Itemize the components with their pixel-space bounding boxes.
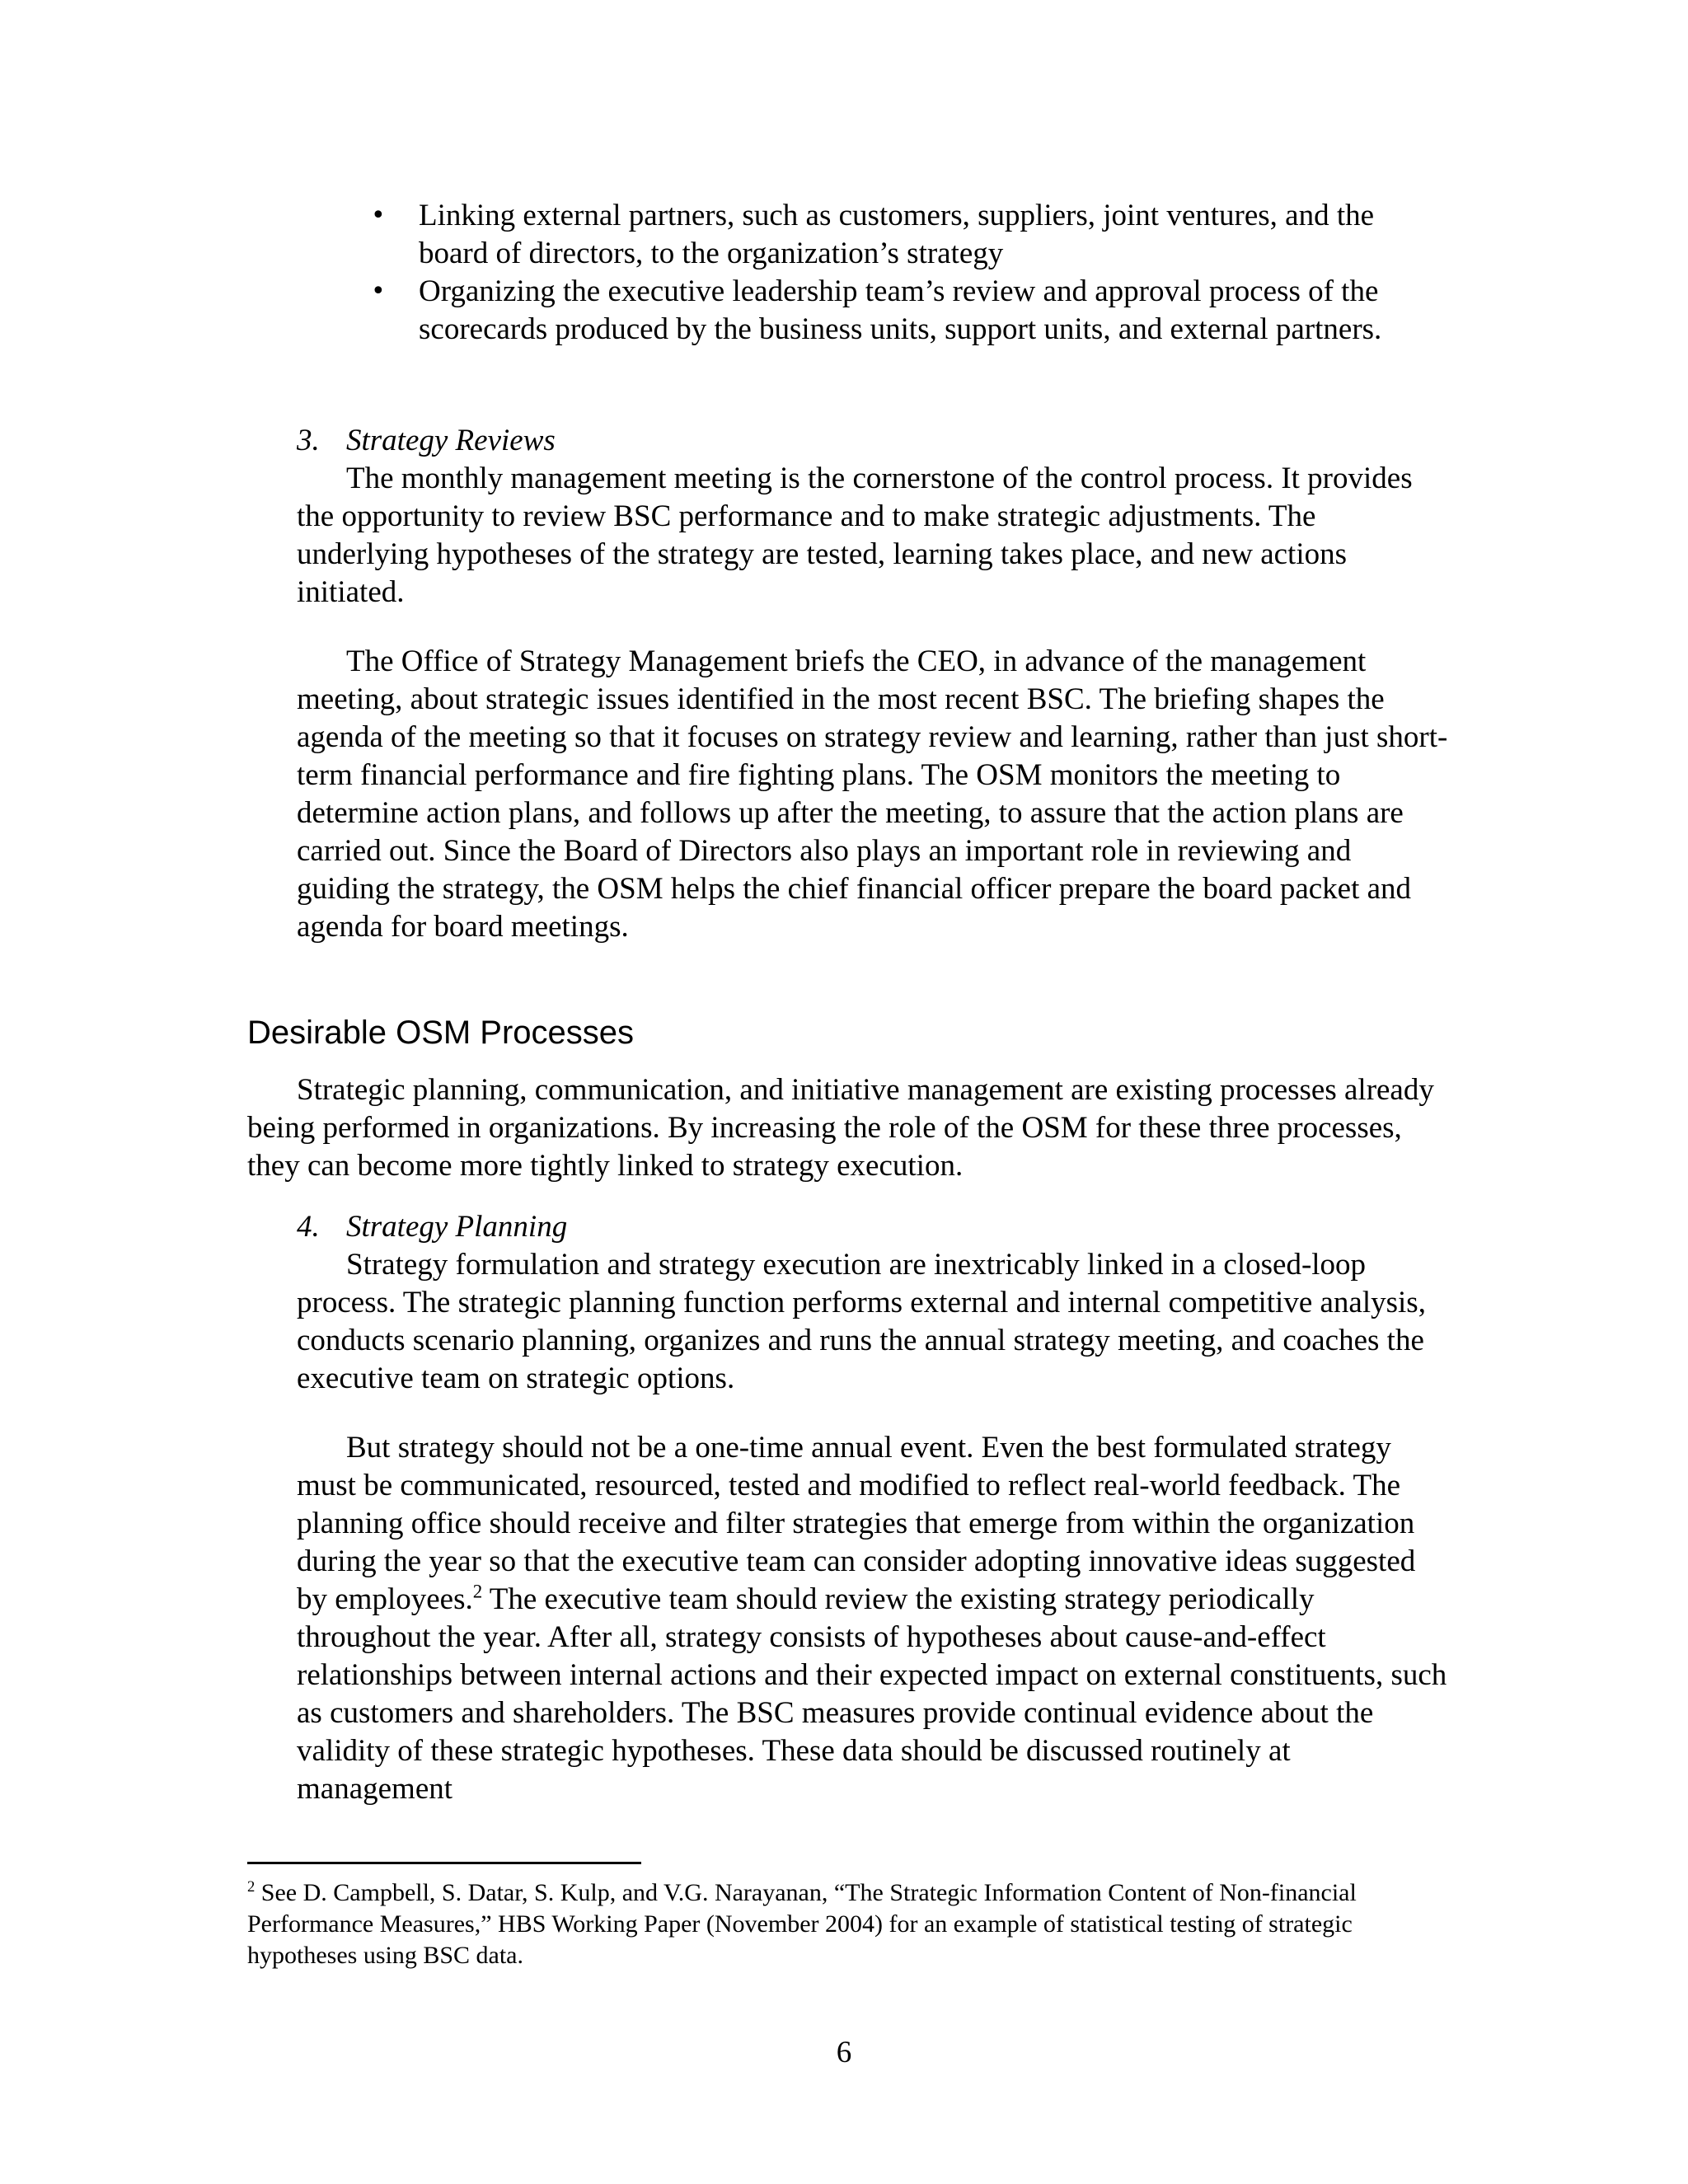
section-heading: Desirable OSM Processes bbox=[247, 1015, 635, 1051]
page-number: 6 bbox=[836, 2036, 852, 2069]
list-item bbox=[367, 273, 1438, 349]
footnote-reference: 2 bbox=[472, 1581, 483, 1602]
section-title bbox=[297, 422, 1451, 460]
paragraph: The monthly management meeting is the cornerstone of the control process. It provides the opportunity to review BSC performance and to make strategic adjustments. The underlying hypotheses of the strategy are tested, learning takes place, and new actions initiated. bbox=[297, 462, 1413, 609]
paragraph-text: The executive team should review the existing strategy periodically throughout the year. After all, strategy consists of hypotheses about cause-and-effect relationships between internal actions and their expected impact on external constituents, such as customers and shareholders. The BSC measures provide continual evidence about the validity of these strategic hypotheses. These data should be discussed routinely at management bbox=[297, 1582, 1447, 1806]
list-item-text: Organizing the executive leadership team’s review and approval process of the scorecards produced by the business units, support units, and external partners. bbox=[419, 274, 1382, 346]
section-strategy-planning bbox=[297, 1208, 1451, 1808]
paragraph: The Office of Strategy Management briefs the CEO, in advance of the management meeting, about strategic issues identified in the most recent BSC. The briefing shapes the agenda of the meeting so that it focuses on strategy review and learning, rather than just short-term financial performance and fire fighting plans. The OSM monitors the meeting to determine action plans, and follows up after the meeting, to assure that the action plans are carried out. Since the Board of Directors also plays an important role in reviewing and guiding the strategy, the OSM helps the chief financial officer prepare the board packet and agenda for board meetings. bbox=[297, 644, 1448, 944]
bullet-list bbox=[367, 197, 1438, 349]
section-title bbox=[297, 1208, 1451, 1246]
footnote bbox=[247, 1877, 1451, 1971]
paragraph bbox=[297, 1429, 1451, 1808]
footnote-divider bbox=[247, 1862, 641, 1864]
section-title-text: Strategy Planning bbox=[346, 1210, 568, 1244]
list-item bbox=[367, 197, 1438, 273]
footnote-text: See D. Campbell, S. Datar, S. Kulp, and V.G. Narayanan, “The Strategic Information Content of Non-financial Performance Measures,” HBS Working Paper (November 2004) for an example of statistical testing of strategic hypotheses using BSC data. bbox=[247, 1879, 1357, 1969]
bullet-icon: • bbox=[371, 277, 386, 306]
section-number: 3. bbox=[297, 424, 320, 457]
bullet-icon: • bbox=[371, 201, 386, 230]
list-item-text: Linking external partners, such as customers, suppliers, joint ventures, and the board of directors, to the organization’s strategy bbox=[419, 199, 1375, 270]
paragraph: Strategy formulation and strategy execution are inextricably linked in a closed-loop process. The strategic planning function performs external and internal competitive analysis, conducts scenario planning, organizes and runs the annual strategy meeting, and coaches the executive team on strategic options. bbox=[297, 1248, 1426, 1395]
footnote-marker: 2 bbox=[247, 1878, 256, 1896]
section-strategy-reviews bbox=[297, 422, 1451, 946]
paragraph-text: But strategy should not be a one-time annual event. Even the best formulated strategy must be communicated, resourced, tested and modified to reflect real-world feedback. The planning office should receive and filter strategies that emerge from within the organization during the year so that the executive team can consider adopting innovative ideas suggested by employees. bbox=[297, 1431, 1416, 1616]
section-title-text: Strategy Reviews bbox=[346, 424, 556, 457]
intro-paragraph: Strategic planning, communication, and initiative management are existing processes already being performed in organizations. By increasing the role of the OSM for these three processes, they can become more tightly linked to strategy execution. bbox=[247, 1073, 1434, 1183]
section-number: 4. bbox=[297, 1210, 320, 1244]
